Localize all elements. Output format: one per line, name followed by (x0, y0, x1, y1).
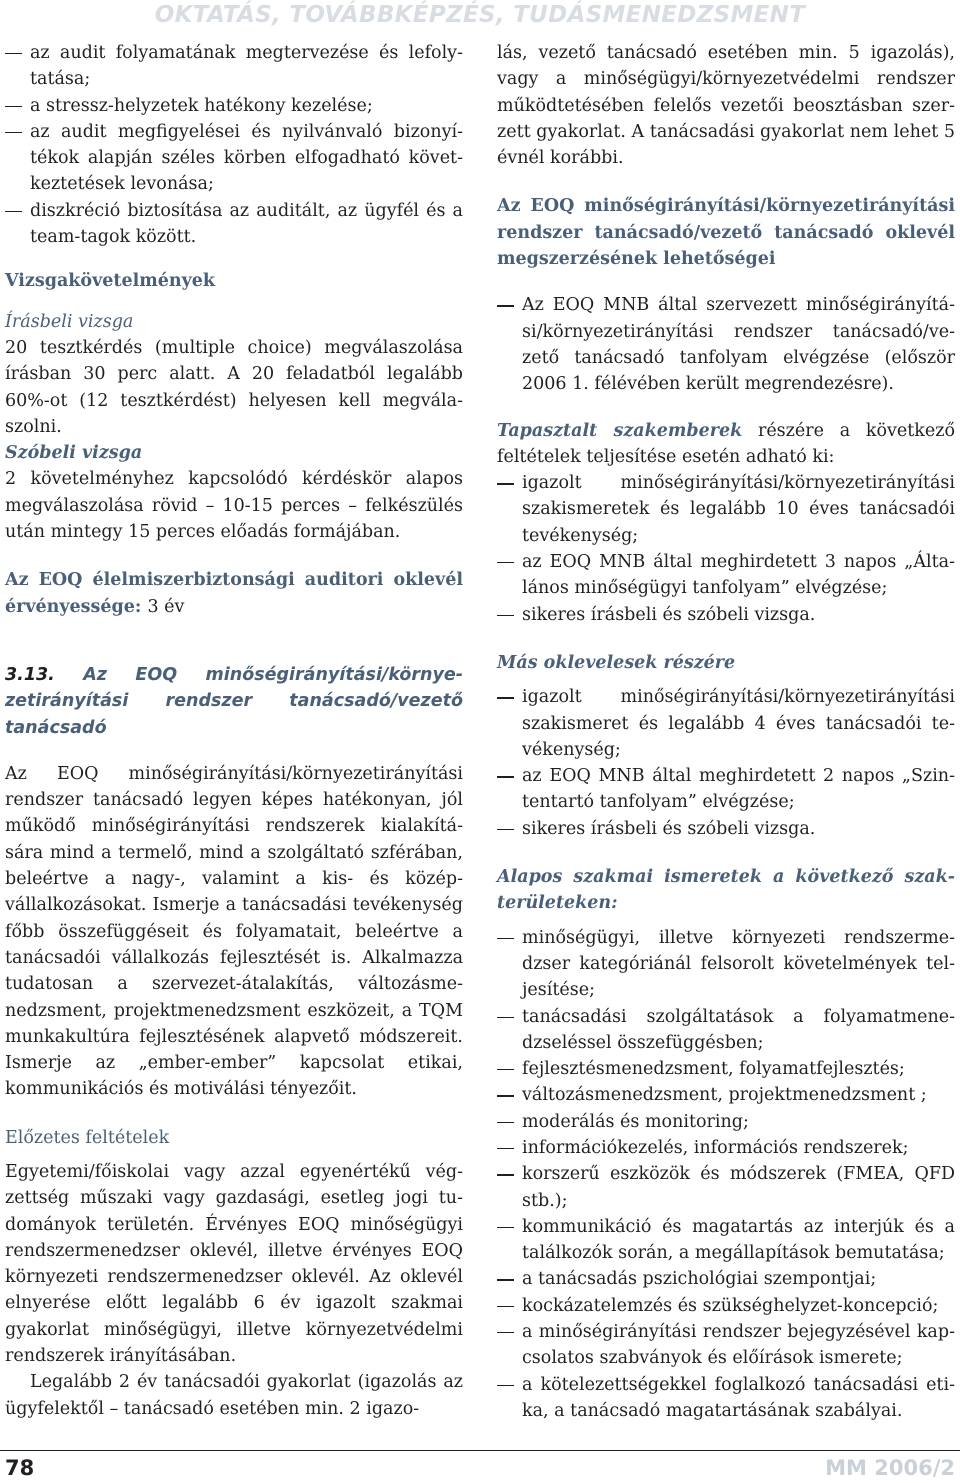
list-item: sikeres írásbeli és szóbeli vizsga. (497, 816, 955, 842)
running-header: OKTATÁS, TOVÁBBKÉPZÉS, TUDÁSMENEDZSMENT (154, 2, 806, 28)
experts-text: részére a következő feltételek teljesítése esetén adható ki: (497, 420, 955, 467)
list-item: kockázatelemzés és szükséghelyzet-koncepció; (497, 1293, 955, 1319)
issue-label: MM 2006/2 (825, 1456, 955, 1480)
list-item: az EOQ MNB által meghirdetett 2 napos „Szintentartó tanfolyam” elvégzése; (497, 763, 955, 816)
list-item: korszerű eszközök és módszerek (FMEA, QFD stb.); (497, 1161, 955, 1214)
list-item: a tanácsadás pszichológiai szempontjai; (497, 1266, 955, 1292)
right-column (497, 40, 955, 1424)
footer-rule (0, 1450, 960, 1451)
list-item: igazolt minőségirányítási/környezetirányítási szakismeret és legalább 4 éves tanácsadói tevékenység; (497, 684, 955, 763)
oral-exam-text: 2 követelményhez kapcsolódó kérdéskör alapos megválaszolása rövid – 10-15 perces – felkészülés után mintegy 15 perces előadás formájában. (5, 469, 463, 543)
section-title (5, 662, 463, 741)
list-item: az EOQ MNB által meghirdetett 3 napos „Általános minőségügyi tanfolyam” elvégzése; (497, 549, 955, 602)
validity-value: 3 év (147, 596, 185, 617)
list-item: fejlesztésmenedzsment, folyamatfejlesztés; (497, 1056, 955, 1082)
list-item: a kötelezettségekkel foglalkozó tanácsadási etika, a tanácsadó magatartásának szabályai. (497, 1372, 955, 1425)
intro-list (5, 40, 463, 250)
page-number: 78 (5, 1456, 35, 1480)
validity-heading (5, 567, 463, 620)
section-number: 3.13. (5, 664, 55, 685)
others-list (497, 684, 955, 842)
diploma-list (497, 292, 955, 397)
experts-paragraph (497, 418, 955, 471)
exam-heading: Vizsgakövetelmények (5, 271, 216, 292)
oral-exam-label: Szóbeli vizsga (5, 443, 143, 464)
list-item: minőségügyi, illetve környezeti rendszermedzser kategóriánál felsorolt követelmények teljesítése; (497, 925, 955, 1004)
validity-label: Az EOQ élelmiszerbiztonsági auditori oklevél érvényessége: (5, 570, 463, 617)
experts-label: Tapasztalt szakemberek (497, 420, 743, 441)
diploma-heading: Az EOQ minőségirányítási/környezetirányítási rendszer tanácsadó/vezető tanácsadó oklevél megszerzésének lehetőségei (497, 196, 955, 270)
experts-list (497, 470, 955, 628)
others-label: Más oklevelesek részére (497, 652, 736, 673)
list-item: a stressz-helyzetek hatékony kezelése; (5, 93, 463, 119)
knowledge-list (497, 925, 955, 1425)
list-item: sikeres írásbeli és szóbeli vizsga. (497, 602, 955, 628)
list-item: tanácsadási szolgáltatások a folyamatmenedzseléssel összefüggésben; (497, 1004, 955, 1057)
list-item: Az EOQ MNB által szervezett minőségirányítási/környezetirányítási rendszer tanácsadó/vezető tanácsadó tanfolyam elvégzése (először 2006 1. félévében került megrendezésre). (497, 292, 955, 397)
list-item: az audit megfigyelései és nyilvánvaló bizonyítékok alapján széles körben elfogadható következtetések levonása; (5, 119, 463, 198)
knowledge-label: Alapos szakmai ismeretek a következő szakterületeken: (497, 867, 955, 914)
section-title-text: Az EOQ minőségirányítási/környezetirányítási rendszer tanácsadó/vezető tanácsadó (5, 664, 463, 738)
list-item: kommunikáció és magatartás az interjúk és a találkozók során, a megállapítások bemutatása; (497, 1214, 955, 1267)
list-item: igazolt minőségirányítási/környezetirányítási szakismeretek és legalább 10 éves tanácsadói tevékenység; (497, 470, 955, 549)
list-item: moderálás és monitoring; (497, 1109, 955, 1135)
list-item: változásmenedzsment, projektmenedzsment ; (497, 1082, 955, 1108)
written-exam-label: Írásbeli vizsga (5, 311, 134, 332)
list-item: információkezelés, információs rendszerek; (497, 1135, 955, 1161)
section-body: Az EOQ minőségirányítási/környezetirányítási rendszer tanácsadó legyen képes hatékonyan, jól működő minőségirányítási rendszerek kialakítására mind a termelő, mind a szolgáltató szférában, beleértve a nagy-, valamint a kis- és középvállalkozásokat. Ismerje a tanácsadási tevékenység főbb összefüggéseit és folyamatait, beleértve a tanácsadói vállalkozás fejlesztését is. Alkalmazza tudatosan a szervezet-átalakítás, változásmenedzsment, projektmenedzsment eszközeit, a TQM munkakultúra fejlesztésének alapvető módszereit. Ismerje az „ember-ember” kapcsolat etikai, kommunikációs és motiválási tényezőit. (5, 763, 463, 1100)
written-exam-text: 20 tesztkérdés (multiple choice) megválaszolása írásban 30 perc alatt. A 20 feladatból legalább 60%-ot (12 tesztkérdést) helyesen kell megválaszolni. (5, 337, 463, 437)
prereq-body: Egyetemi/főiskolai vagy azzal egyenértékű végzettség műszaki vagy gazdasági, esetleg jogi tudományok területén. Érvényes EOQ minőségügyi rendszermenedzser oklevél, illetve érvényes EOQ környezeti rendszermenedzser oklevél. Az oklevél elnyerése előtt legalább 6 év igazolt szakmai gyakorlat minőségügyi, illetve környezetvédelmi rendszerek irányításában. (5, 1161, 463, 1367)
left-column (5, 40, 463, 1422)
list-item: a minőségirányítási rendszer bejegyzésével kapcsolatos szabványok és előírások ismerete; (497, 1319, 955, 1372)
list-item: diszkréció biztosítása az auditált, az ügyfél és a team-tagok között. (5, 198, 463, 251)
prereq-body-2: Legalább 2 év tanácsadói gyakorlat (igazolás az ügyfelektől – tanácsadó esetében min. 2 igazo- (5, 1372, 463, 1419)
prereq-heading: Előzetes feltételek (5, 1127, 170, 1148)
continued-text: lás, vezető tanácsadó esetében min. 5 igazolás), vagy a minőségügyi/környezetvédelmi rendszer működtetésében felelős vezetői beosztásban szerzett gyakorlat. A tanácsadási gyakorlat nem lehet 5 évnél korábbi. (497, 43, 955, 169)
list-item: az audit folyamatának megtervezése és lefolytatása; (5, 40, 463, 93)
